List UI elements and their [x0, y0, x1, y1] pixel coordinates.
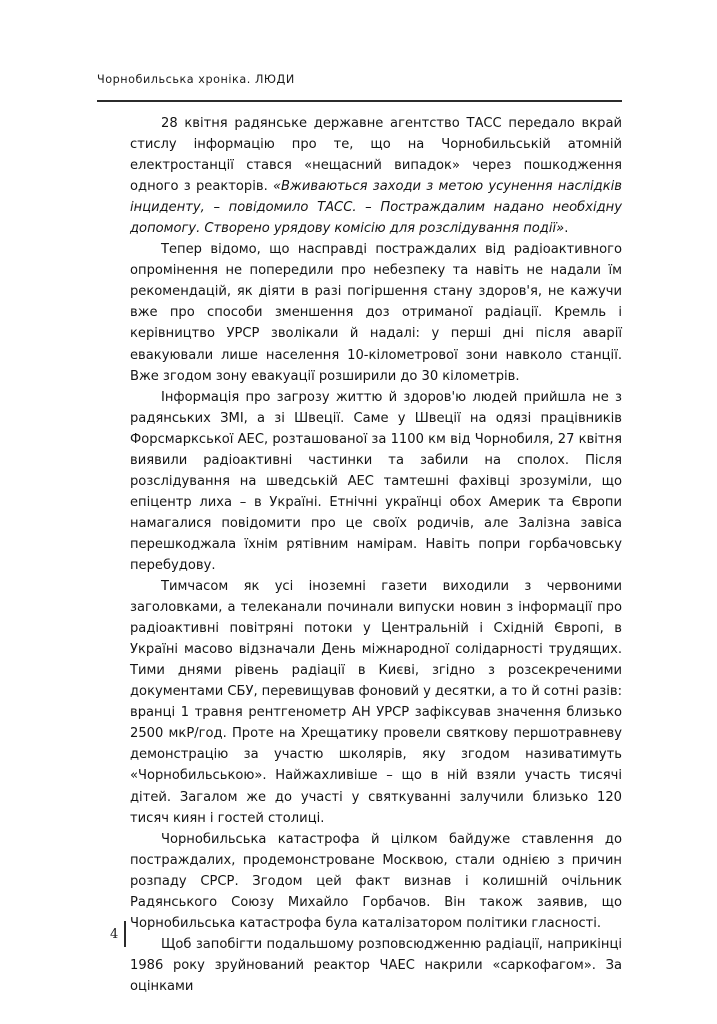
running-head: [97, 72, 622, 88]
paragraph: [130, 829, 622, 934]
folio-vertical-rule: [124, 921, 126, 947]
text-run: 28 квітня радянське державне агентство ТАСС передало вкрай стислу інформацію про те, що на Чорнобильській атомній електростанції стався: [130, 116, 622, 174]
paragraph: [130, 239, 622, 386]
text-run: .: [564, 221, 569, 237]
running-head-title: Чорнобильська хроніка. ЛЮДИ: [97, 73, 295, 86]
running-head-rule: [97, 100, 622, 102]
text-run: Тепер відомо, що насправді постраждалих від радіоактивного опромінення не попередили про небезпеку та навіть не надали їм рекомендацій, як діяти в разі погіршення стану здоров'я, не кажучи вже про способи зменшення доз отриманої радіації. Кремль і керівництво УРСР зволікали й надалі: у перші дні після аварії евакуювали лише населення 10-кілометрової зони навколо станції. Вже згодом зону евакуації розширили до 30 кілометрів.: [130, 242, 622, 384]
page-number: 4: [110, 926, 119, 942]
italic-run: «Вживаються заходи з метою усунення наслідків інциденту, – повідомило ТАСС. – Постраждалим надано необхідну допомогу. Створено урядову комісію для розслідування події»: [130, 179, 622, 237]
text-run: Чорнобильська катастрофа й цілком байдуже ставлення до постраждалих, продемонстроване Москвою, стали однією з причин розпаду СРСР. Згодом цей факт визнав і колишній очільник Радянського Союзу Михайло Горбачов. Він також заявив, що Чорнобильська катастрофа була каталізатором політики гласності.: [130, 831, 622, 931]
text-run: Щоб запобігти подальшому розповсюдженню радіації, наприкінці 1986 року зруйнований реактор ЧАЕС накрили «саркофагом». За оцінками: [130, 936, 622, 994]
body-text-block: [130, 113, 622, 997]
text-run: Тимчасом як усі іноземні газети виходили з червоними заголовками, а телеканали починали випуски новин з інформації про радіоактивні повітряні потоки у Центральній і Східній Європі, в Україні масово відзначали День міжнародної солідарності трудящих. Тими днями рівень радіації в Києві, згідно з розсекреченими документами СБУ, перевищував фоновий у десятки, а то й сотні разів: вранці 1 травня рентгенометр АН УРСР зафіксував значення близько 2500 мкР/год. Проте на Хрещатику провели святкову першотравневу демонстрацію за участю школярів, яку згодом називатимуть «Чорнобильською». Найжахливіше – що в ній взяли участь тисячі дітей. Загалом же до участі у святкуванні залучили близько 120 тисяч киян і гостей столиці.: [130, 579, 622, 826]
paragraph: [130, 934, 622, 997]
text-run: через пошкодження одного з реакторів.: [130, 158, 622, 195]
folio: [110, 920, 126, 948]
text-run: «нещасний випадок»: [304, 158, 460, 174]
paragraph: [130, 576, 622, 829]
paragraph: [130, 113, 622, 239]
text-run: Інформація про загрозу життю й здоров'ю людей прийшла не з радянських ЗМІ, а зі Швеції. Саме у Швеції на одязі працівників Форсмаркської АЕС, розташованої за 1100 км від Чорнобиля, 27 квітня виявили радіоактивні частинки та забили на сполох. Після розслідування на шведській АЕС тамтешні фахівці зрозуміли, що епіцентр лиха – в Україні. Етнічні українці обох Америк та Європи намагалися повідомити про це своїх родичів, але Залізна завіса перешкоджала їхнім рятівним намірам. Навіть попри горбачовську перебудову.: [130, 389, 622, 573]
paragraph: [130, 387, 622, 576]
